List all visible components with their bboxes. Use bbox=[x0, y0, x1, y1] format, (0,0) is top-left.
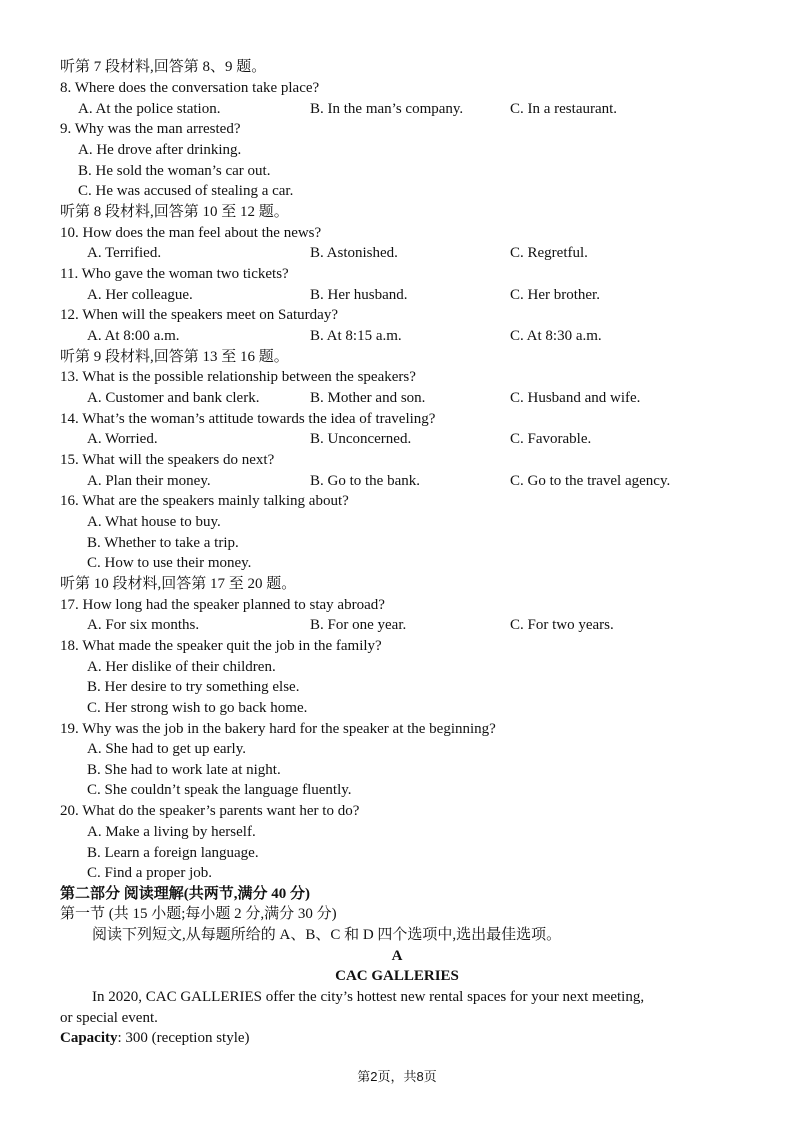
option-a: A. At the police station. bbox=[78, 101, 221, 117]
option-a: A. Her colleague. bbox=[87, 287, 193, 303]
option-a: A. She had to get up early. bbox=[87, 741, 246, 757]
option-b: B. He sold the woman’s car out. bbox=[78, 163, 271, 179]
capacity-line bbox=[60, 1029, 250, 1047]
option-b: B. Her husband. bbox=[310, 287, 408, 303]
option-b: B. Unconcerned. bbox=[310, 431, 412, 447]
question-14: 14. What’s the woman’s attitude towards the idea of traveling? bbox=[60, 411, 436, 427]
option-b: B. In the man’s company. bbox=[310, 101, 464, 117]
option-c: C. Favorable. bbox=[510, 431, 592, 447]
instruction: 阅读下列短文,从每题所给的 A、B、C 和 D 四个选项中,选出最佳选项。 bbox=[92, 927, 562, 943]
question-17: 17. How long had the speaker planned to stay abroad? bbox=[60, 597, 385, 613]
capacity-value: : 300 (reception style) bbox=[117, 1030, 250, 1046]
question-11: 11. Who gave the woman two tickets? bbox=[60, 266, 289, 282]
paragraph-line: or special event. bbox=[60, 1010, 158, 1026]
option-c: C. Husband and wife. bbox=[510, 390, 641, 406]
option-b: B. For one year. bbox=[310, 617, 407, 633]
part-title: 第二部分 阅读理解(共两节,满分 40 分) bbox=[60, 886, 310, 902]
option-c: C. For two years. bbox=[510, 617, 614, 633]
option-b: B. At 8:15 a.m. bbox=[310, 328, 402, 344]
option-a: A. What house to buy. bbox=[87, 514, 221, 530]
option-a: A. Customer and bank clerk. bbox=[87, 390, 260, 406]
section-header: 听第 10 段材料,回答第 17 至 20 题。 bbox=[60, 576, 297, 592]
option-b: B. Astonished. bbox=[310, 245, 398, 261]
option-b: B. Whether to take a trip. bbox=[87, 535, 239, 551]
question-9: 9. Why was the man arrested? bbox=[60, 121, 241, 137]
option-c: C. She couldn’t speak the language fluently. bbox=[87, 782, 352, 798]
option-a: A. He drove after drinking. bbox=[78, 142, 242, 158]
question-20: 20. What do the speaker’s parents want her to do? bbox=[60, 803, 360, 819]
passage-title: CAC GALLERIES bbox=[335, 968, 459, 984]
question-10: 10. How does the man feel about the news? bbox=[60, 225, 322, 241]
option-c: C. He was accused of stealing a car. bbox=[78, 183, 294, 199]
option-a: A. Her dislike of their children. bbox=[87, 659, 276, 675]
option-a: A. Make a living by herself. bbox=[87, 824, 256, 840]
option-b: B. Mother and son. bbox=[310, 390, 426, 406]
option-b: B. Her desire to try something else. bbox=[87, 679, 300, 695]
option-c: C. At 8:30 a.m. bbox=[510, 328, 602, 344]
option-c: C. How to use their money. bbox=[87, 555, 252, 571]
option-a: A. Terrified. bbox=[87, 245, 162, 261]
question-13: 13. What is the possible relationship between the speakers? bbox=[60, 369, 416, 385]
section-header: 听第 7 段材料,回答第 8、9 题。 bbox=[60, 59, 267, 75]
paragraph-line: In 2020, CAC GALLERIES offer the city’s hottest new rental spaces for your next meeting, bbox=[92, 989, 645, 1005]
option-c: C. In a restaurant. bbox=[510, 101, 618, 117]
question-18: 18. What made the speaker quit the job in the family? bbox=[60, 638, 382, 654]
section-title: 第一节 (共 15 小题;每小题 2 分,满分 30 分) bbox=[60, 906, 337, 922]
option-a: A. For six months. bbox=[87, 617, 200, 633]
option-b: B. Go to the bank. bbox=[310, 473, 420, 489]
option-a: A. At 8:00 a.m. bbox=[87, 328, 180, 344]
question-8: 8. Where does the conversation take place? bbox=[60, 80, 320, 96]
option-c: C. Regretful. bbox=[510, 245, 588, 261]
section-header: 听第 9 段材料,回答第 13 至 16 题。 bbox=[60, 349, 289, 365]
question-16: 16. What are the speakers mainly talking about? bbox=[60, 493, 349, 509]
option-b: B. She had to work late at night. bbox=[87, 762, 281, 778]
question-15: 15. What will the speakers do next? bbox=[60, 452, 275, 468]
page-number: 第2页，共8页 bbox=[357, 1069, 437, 1084]
option-c: C. Her brother. bbox=[510, 287, 600, 303]
question-12: 12. When will the speakers meet on Saturday? bbox=[60, 307, 338, 323]
question-19: 19. Why was the job in the bakery hard for the speaker at the beginning? bbox=[60, 721, 496, 737]
option-c: C. Her strong wish to go back home. bbox=[87, 700, 308, 716]
option-c: C. Find a proper job. bbox=[87, 865, 212, 881]
passage-letter: A bbox=[391, 948, 403, 964]
option-a: A. Worried. bbox=[87, 431, 158, 447]
option-b: B. Learn a foreign language. bbox=[87, 845, 259, 861]
option-c: C. Go to the travel agency. bbox=[510, 473, 671, 489]
option-a: A. Plan their money. bbox=[87, 473, 211, 489]
section-header: 听第 8 段材料,回答第 10 至 12 题。 bbox=[60, 204, 289, 220]
capacity-label: Capacity bbox=[60, 1030, 118, 1046]
